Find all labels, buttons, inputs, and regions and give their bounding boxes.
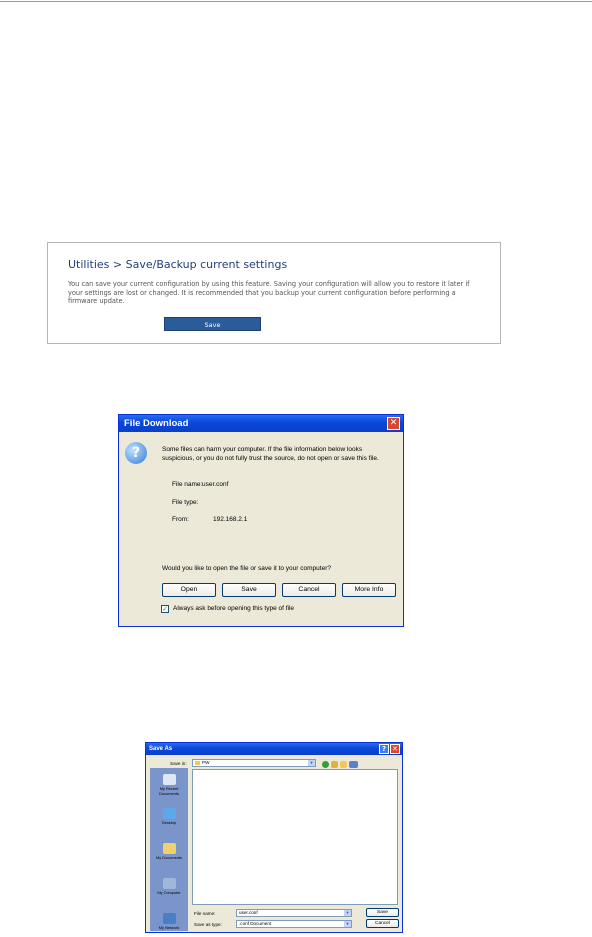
from-value: 192.168.2.1 xyxy=(213,516,248,523)
chevron-down-icon[interactable]: ▼ xyxy=(345,910,350,915)
close-icon[interactable]: ✕ xyxy=(390,744,400,754)
desktop-icon xyxy=(163,808,176,819)
save-in-combo[interactable] xyxy=(192,759,316,767)
my-computer-icon xyxy=(163,878,176,889)
utilities-panel xyxy=(47,242,501,344)
panel-title: Utilities > Save/Backup current settings xyxy=(68,258,288,271)
place-label: Desktop xyxy=(161,820,177,825)
up-folder-icon[interactable] xyxy=(331,761,338,768)
always-ask-checkbox[interactable]: ✓ xyxy=(162,605,168,613)
place-network[interactable] xyxy=(150,913,188,930)
panel-description: You can save your current configuration by using this feature. Saving your configuration will allow you to restore it later if your settings are lost or changed. It is recommended that you backup your current configuration before performing a firmware update. xyxy=(68,280,470,306)
save-as-titlebar[interactable] xyxy=(146,743,402,755)
file-download-titlebar[interactable] xyxy=(119,415,403,432)
save-as-type-select[interactable] xyxy=(236,920,352,928)
dialog-title: File Download xyxy=(124,418,189,429)
save-in-label: Save in: xyxy=(170,761,187,766)
place-label: My Computer xyxy=(157,890,181,895)
file-name-value: user.conf xyxy=(239,910,258,915)
place-recent[interactable] xyxy=(150,774,188,796)
close-icon[interactable]: ✕ xyxy=(387,417,400,430)
my-documents-icon xyxy=(163,843,176,854)
save-as-dialog xyxy=(145,742,403,933)
file-name-input[interactable] xyxy=(236,909,352,917)
place-label: My Recent Documents xyxy=(159,786,179,796)
chevron-down-icon[interactable]: ▼ xyxy=(309,760,314,765)
question-icon: ? xyxy=(125,442,147,464)
cancel-button[interactable]: Cancel xyxy=(282,583,336,597)
dialog-title: Save As xyxy=(149,746,173,752)
save-as-type-value: .conf Document xyxy=(239,921,272,926)
places-bar xyxy=(150,768,188,931)
chevron-down-icon[interactable]: ▼ xyxy=(345,921,350,926)
file-list[interactable] xyxy=(192,769,398,905)
save-as-type-label: Save as type: xyxy=(194,922,222,927)
save-in-value: PW xyxy=(202,760,210,765)
top-rule xyxy=(0,1,592,2)
my-network-icon xyxy=(163,913,176,924)
file-name-label: File name: xyxy=(172,481,203,488)
more-info-button[interactable]: More Info xyxy=(342,583,396,597)
save-button[interactable]: Save xyxy=(366,908,399,917)
question-text: Would you like to open the file or save it to your computer? xyxy=(162,565,331,572)
place-desktop[interactable] xyxy=(150,808,188,825)
from-label: From: xyxy=(172,516,189,523)
file-type-label: File type: xyxy=(172,499,199,506)
warning-text: Some files can harm your computer. If the file information below looks suspicious, or you do not fully trust the source, do not open or save this file. xyxy=(162,446,379,462)
file-name-label: File name: xyxy=(194,911,216,916)
save-button[interactable]: Save xyxy=(222,583,276,597)
open-button[interactable]: Open xyxy=(162,583,216,597)
always-ask-label[interactable]: Always ask before opening this type of file xyxy=(173,605,295,612)
file-name-value: user.conf xyxy=(202,481,229,488)
file-download-dialog xyxy=(118,414,404,627)
recent-documents-icon xyxy=(163,774,176,785)
folder-icon xyxy=(195,761,200,765)
cancel-button[interactable]: Cancel xyxy=(366,919,399,928)
back-icon[interactable] xyxy=(322,761,329,768)
views-menu-icon[interactable] xyxy=(349,761,358,768)
place-label: My Documents xyxy=(156,855,182,860)
place-label: My Network xyxy=(158,925,180,930)
help-icon[interactable]: ? xyxy=(379,744,389,754)
place-documents[interactable] xyxy=(150,843,188,860)
place-computer[interactable] xyxy=(150,878,188,895)
save-settings-button[interactable]: Save xyxy=(164,317,261,331)
new-folder-icon[interactable] xyxy=(340,761,347,768)
